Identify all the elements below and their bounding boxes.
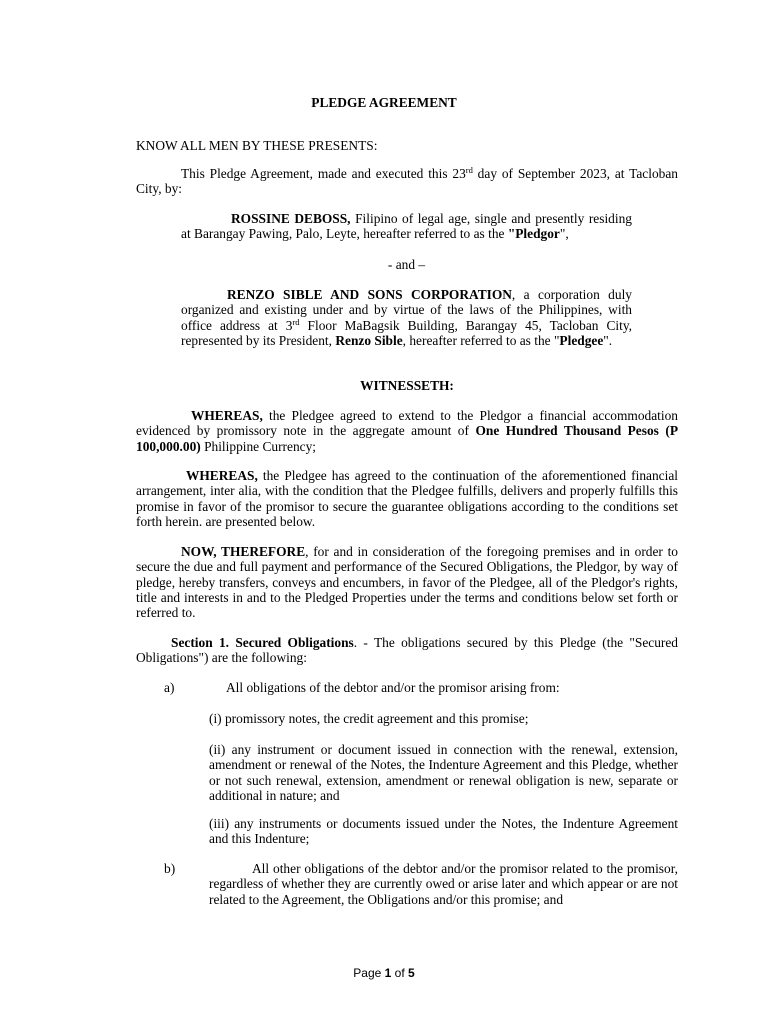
- page-number-footer: Page 1 of 5: [353, 966, 415, 980]
- document-title: PLEDGE AGREEMENT: [311, 95, 457, 110]
- section-1-paragraph: Section 1. Secured Obligations. - The obligations secured by this Pledge (the "Secured Obligations") are the following:: [136, 635, 679, 666]
- whereas-paragraph-2: WHEREAS, the Pledgee has agreed to the continuation of the aforementioned financial arrangement, inter alia, with the condition that the Pledgee fulfills, delivers and properly fulfills this promise in favor of the promisor to secure the guarantee obligations according to the conditions set forth herein. are presented below.: [136, 468, 678, 529]
- witnesseth-heading: WITNESSETH:: [360, 378, 454, 393]
- item-a-text: All obligations of the debtor and/or the promisor arising from:: [226, 680, 560, 695]
- item-b-text: All other obligations of the debtor and/or the promisor related to the promisor, regardless of whether they are currently owed or arise later and which appear or are not related to the Agreement, the Obligations and/or this promise; and: [209, 861, 678, 907]
- whereas-paragraph-1: WHEREAS, the Pledgee agreed to extend to the Pledgor a financial accommodation evidenced by promissory note in the aggregate amount of One Hundred Thousand Pesos (P 100,000.00) Philippine Currency;: [136, 408, 678, 454]
- pledgor-paragraph: ROSSINE DEBOSS, Filipino of legal age, single and presently residing at Barangay Pawing, Palo, Leyte, hereafter referred to as the "Pledgor",: [181, 211, 632, 242]
- item-a-sub-iii: (iii) any instruments or documents issued under the Notes, the Indenture Agreement and this Indenture;: [209, 816, 678, 847]
- pledgee-paragraph: RENZO SIBLE AND SONS CORPORATION, a corporation duly organized and existing under and by virtue of the laws of the Philippines, with office address at 3rd Floor MaBagsik Building, Barangay 45, Tacloban City, represented by its President, Renzo Sible, hereafter referred to as the "Pledgee".: [181, 287, 632, 348]
- item-b-label: b): [164, 861, 176, 876]
- intro-paragraph: This Pledge Agreement, made and executed this 23rd day of September 2023, at Tacloban City, by:: [136, 165, 678, 197]
- item-a-label: a): [164, 680, 175, 695]
- and-separator: - and –: [387, 257, 426, 272]
- item-a-sub-ii: (ii) any instrument or document issued in connection with the renewal, extension, amendment or renewal of the Notes, the Indenture Agreement and this Pledge, whether or not such renewal, extension, amendment or renewal obligation is new, separate or additional in nature; and: [209, 742, 678, 803]
- know-all-heading: KNOW ALL MEN BY THESE PRESENTS:: [136, 138, 378, 153]
- item-a-sub-i: (i) promissory notes, the credit agreement and this promise;: [209, 711, 529, 726]
- now-therefore-paragraph: NOW, THEREFORE, for and in consideration of the foregoing premises and in order to secure the due and full payment and performance of the Secured Obligations, the Pledgor, by way of pledge, hereby transfers, conveys and encumbers, in favor of the Pledgee, all of the Pledgor's rights, title and interests in and to the Pledged Properties under the terms and conditions below set forth or referred to.: [136, 544, 678, 621]
